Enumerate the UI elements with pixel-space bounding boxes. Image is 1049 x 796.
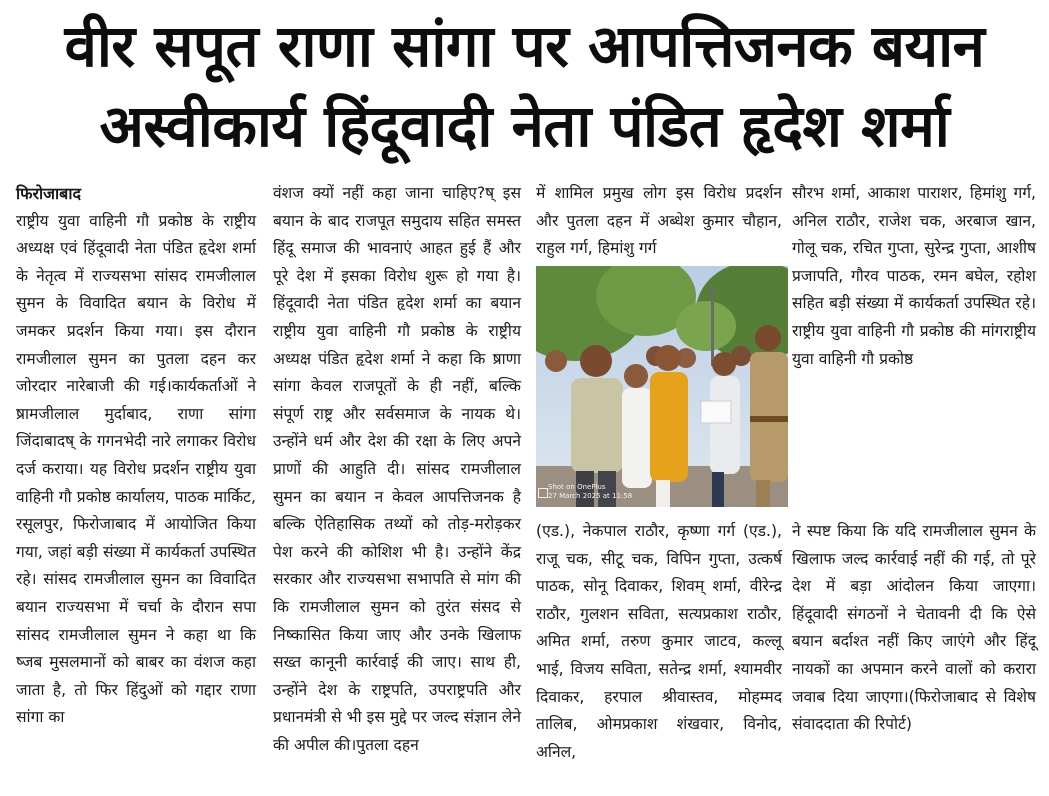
column-4-top-text: सौरभ शर्मा, आकाश पाराशर, हिमांशु गर्ग, अनिल राठौर, राजेश चक, अरबाज खान, गोलू चक, रचित गुप्ता, सुरेन्द्र गुप्ता, आशीष प्रजापति, गौरव पाठक, रमन बघेल, रहोश सहित बड़ी संख्या में कार्यकर्ता उपस्थित रहे।राष्ट्रीय युवा वाहिनी गौ प्रकोष्ठ की मांगराष्ट्रीय युवा वाहिनी गौ प्रकोष्ठ [792, 184, 1036, 368]
headline-line-2: अस्वीकार्य हिंदूवादी नेता पंडित हृदेश शर्मा [99, 92, 950, 160]
camera-watermark-icon [538, 488, 548, 498]
protest-photo-illustration [536, 266, 788, 507]
column-3-top-text: में शामिल प्रमुख लोग इस विरोध प्रदर्शन और पुतला दहन में अब्धेश कुमार चौहान, राहुल गर्ग, हिमांशु गर्ग [536, 184, 782, 258]
column-3-bottom-text: (एड.), नेकपाल राठौर, कृष्णा गर्ग (एड.), राजू चक, सीटू चक, विपिन गुप्ता, उत्कर्ष पाठक, सोनू दिवाकर, शिवम् शर्मा, वीरेन्द्र राठौर, गुलशन सविता, सत्यप्रकाश राठौर, अमित शर्मा, तरुण कुमार जाटव, कल्लू भाई, विजय सविता, सतेन्द्र शर्मा, श्यामवीर दिवाकर, हरपाल श्रीवास्तव, मोहम्मद तालिब, ओमप्रकाश शंखवार, विनोद, अनिल, [536, 522, 782, 761]
column-2-text: वंशज क्यों नहीं कहा जाना चाहिए?ष् इस बयान के बाद राजपूत समुदाय सहित समस्त हिंदू समाज की भावनाएं आहत हुई हैं और पूरे देश में इसका विरोध शुरू हो गया है। हिंदूवादी नेता पंडित हृदेश शर्मा का बयान राष्ट्रीय युवा वाहिनी गौ प्रकोष्ठ के राष्ट्रीय अध्यक्ष पंडित हृदेश शर्मा ने कहा कि ष्राणा सांगा केवल राजपूतों के ही नहीं, बल्कि संपूर्ण राष्ट्र और सर्वसमाज के नायक थे। उन्होंने धर्म और देश की रक्षा के लिए अपने प्राणों की आहुति दी। सांसद रामजीलाल सुमन का बयान न केवल आपत्तिजनक है बल्कि ऐतिहासिक तथ्यों को तोड़-मरोड़कर पेश करने की कोशिश भी है। उन्होंने केंद्र सरकार और राज्यसभा सभापति से मांग की कि रामजीलाल सुमन को तुरंत संसद से निष्कासित किया जाए और उनके खिलाफ सख्त कानूनी कार्रवाई की जाए। साथ ही, उन्होंने देश के राष्ट्रपति, उपराष्ट्रपति और प्रधानमंत्री से भी इस मुद्दे पर जल्द संज्ञान लेने की अपील की।पुतला दहन [273, 184, 521, 754]
camera-watermark [548, 483, 632, 501]
article-column-4-top [792, 180, 1036, 373]
protest-photo [536, 266, 788, 507]
article-column-2 [273, 180, 521, 759]
headline-line-1: वीर सपूत राणा सांगा पर आपत्तिजनक बयान [64, 12, 985, 80]
article-column-1 [16, 180, 256, 732]
dateline: फिरोजाबाद [16, 184, 81, 203]
column-1-text: राष्ट्रीय युवा वाहिनी गौ प्रकोष्ठ के राष्ट्रीय अध्यक्ष एवं हिंदूवादी नेता पंडित हृदेश शर्मा के नेतृत्व में राज्यसभा सांसद रामजीलाल सुमन के विवादित बयान के विरोध में जमकर प्रदर्शन किया गया। इस दौरान रामजीलाल सुमन का पुतला दहन कर जोरदार नारेबाजी की गई।कार्यकर्ताओं ने ष्रामजीलाल मुर्दाबाद, राणा सांगा जिंदाबादष् के गगनभेदी नारे लगाकर विरोध दर्ज कराया। यह विरोध प्रदर्शन राष्ट्रीय युवा वाहिनी गौ प्रकोष्ठ कार्यालय, पाठक मार्किट, रसूलपुर, फिरोजाबाद में आयोजित किया गया, जहां बड़ी संख्या में कार्यकर्ता उपस्थित रहे। सांसद रामजीलाल सुमन का विवादित बयान राज्यसभा में चर्चा के दौरान सपा सांसद रामजीलाल सुमन ने कहा था कि ष्जब मुसलमानों को बाबर का वंशज कहा जाता है, तो फिर हिंदुओं को गद्दार राणा सांगा का [16, 211, 256, 727]
watermark-line-2: 27 March 2025 at 11:58 [548, 492, 633, 500]
article-column-4-bottom [792, 518, 1036, 739]
article-column-3-top [536, 180, 782, 263]
watermark-line-1: Shot on OnePlus [548, 483, 606, 491]
article-column-3-bottom [536, 518, 782, 766]
column-4-bottom-text: ने स्पष्ट किया कि यदि रामजीलाल सुमन के खिलाफ जल्द कार्रवाई नहीं की गई, तो पूरे देश में बड़ा आंदोलन किया जाएगा। हिंदूवादी संगठनों ने चेतावनी दी कि ऐसे बयान बर्दाश्त नहीं किए जाएंगे और हिंदू नायकों का अपमान करने वालों को करारा जवाब दिया जाएगा।(फिरोजाबाद से विशेष संवाददाता की रिपोर्ट) [792, 522, 1036, 734]
